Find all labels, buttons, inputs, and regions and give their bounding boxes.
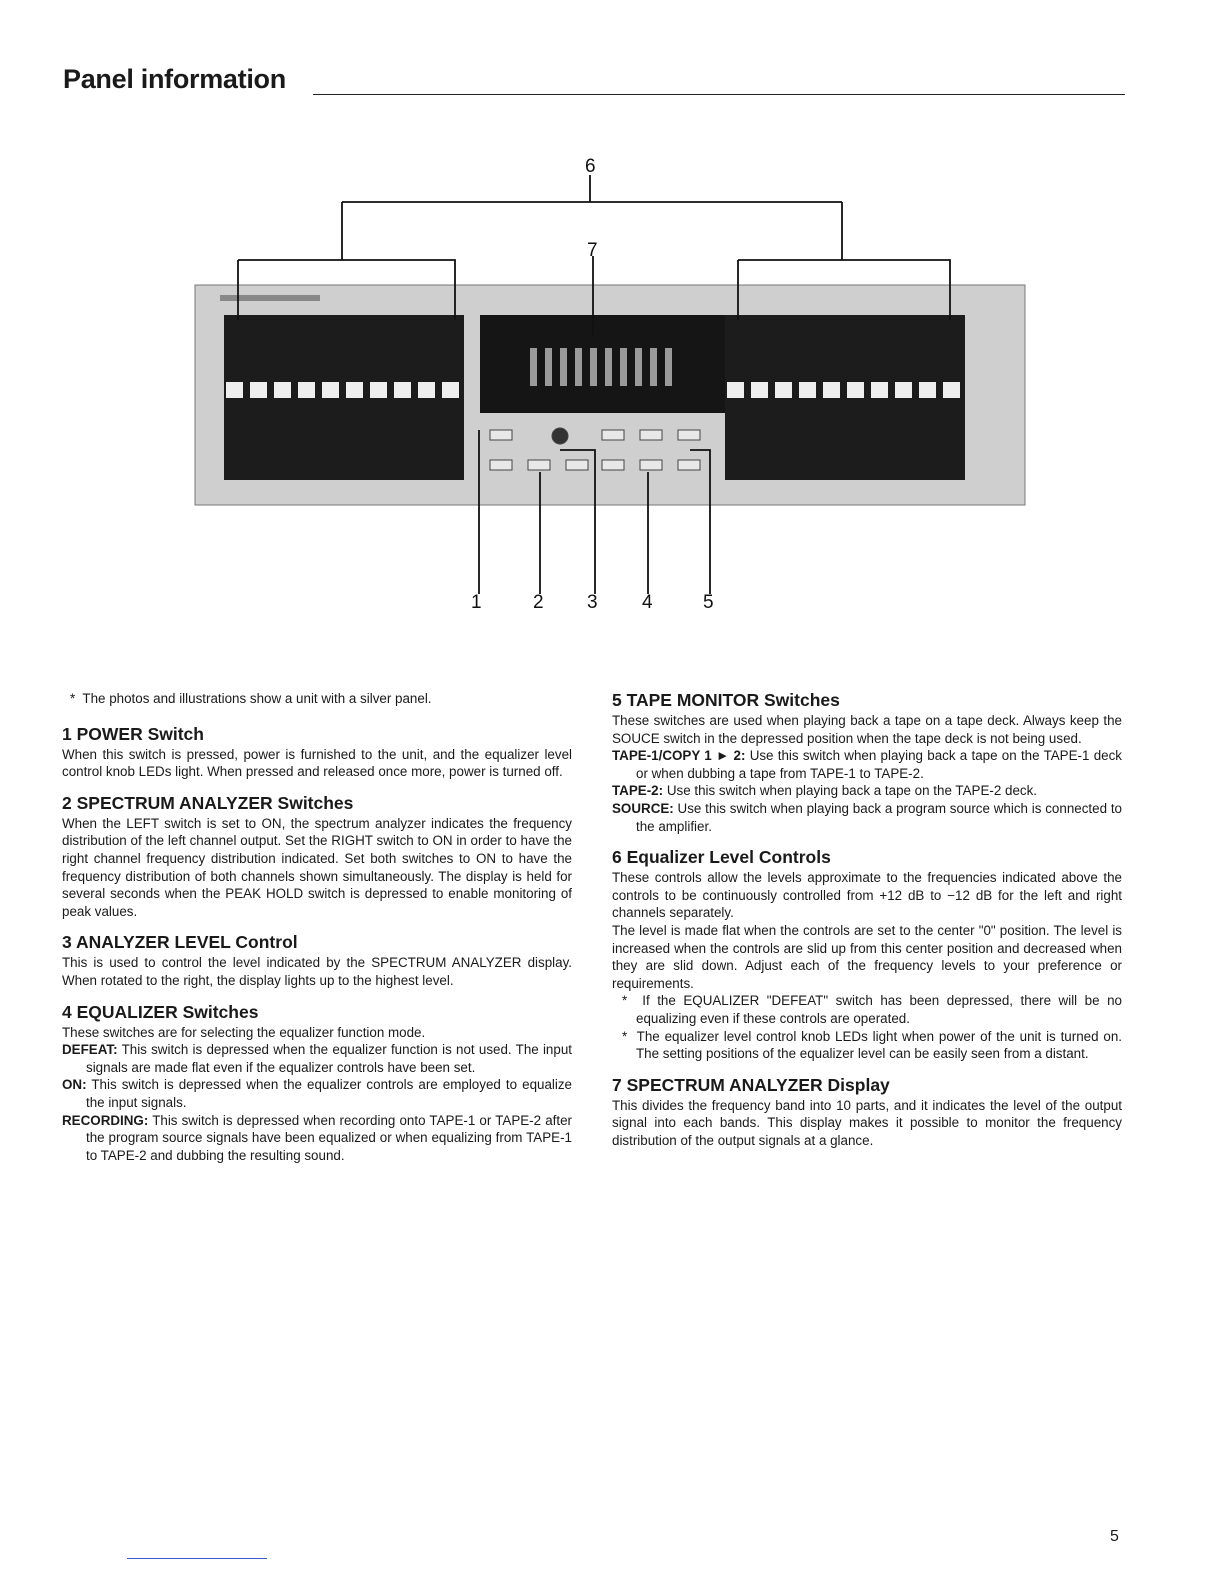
- section-3-body: This is used to control the level indicated by the SPECTRUM ANALYZER display. When rotated to the right, the display lights up to the highest level.: [62, 955, 572, 988]
- section-3-heading: 3 ANALYZER LEVEL Control: [62, 932, 298, 953]
- def-recording-term: RECORDING:: [62, 1112, 149, 1128]
- def-recording-text: This switch is depressed when recording onto TAPE-1 or TAPE-2 after the program source signals have been equalized or when equalizing from TAPE-1 to TAPE-2 and dubbing the resulting sound.: [86, 1112, 573, 1163]
- model-label: [220, 295, 320, 301]
- def-source-text: Use this switch when playing back a program source which is connected to the amplifier.: [636, 800, 1122, 834]
- section-6-bullet-1: * If the EQUALIZER "DEFEAT" switch has been depressed, there will be no equalizing even if these controls are operated.: [622, 993, 1122, 1026]
- callout-4: 4: [642, 592, 653, 613]
- page-title: Panel information: [63, 64, 286, 94]
- section-6-bullet-2: * The equalizer level control knob LEDs light when power of the unit is turned on. The setting positions of the equalizer level can be easily seen from a distant.: [622, 1028, 1122, 1062]
- section-1-body: When this switch is pressed, power is furnished to the unit, and the equalizer level control knob LEDs light. When pressed and released once more, power is turned off.: [62, 746, 572, 780]
- callout-1: 1: [471, 592, 482, 613]
- section-4-body: These switches are for selecting the equalizer function mode.: [62, 1024, 426, 1040]
- def-tape1-text: Use this switch when playing back a tape on the TAPE-1 deck or when dubbing a tape from TAPE-1 to TAPE-2.: [636, 748, 1122, 781]
- section-5-heading: 5 TAPE MONITOR Switches: [612, 690, 840, 710]
- def-defeat-term: DEFEAT:: [62, 1042, 118, 1058]
- section-2-heading: 2 SPECTRUM ANALYZER Switches: [62, 792, 354, 813]
- section-1-heading: 1 POWER Switch: [62, 723, 204, 744]
- note-text: The photos and illustrations show a unit with a silver panel.: [82, 691, 432, 706]
- equalizer-panel-illustration: [190, 150, 1030, 620]
- section-7-heading: 7 SPECTRUM ANALYZER Display: [612, 1074, 890, 1095]
- def-defeat: [62, 1041, 572, 1076]
- def-defeat-text: This switch is depressed when the equalizer function is not used. The input signals are made flat even if the equalizer controls have been set.: [86, 1042, 572, 1075]
- title-rule: [313, 94, 1125, 95]
- def-source-term: SOURCE:: [612, 800, 674, 816]
- section-5-body: These switches are used when playing back a tape on a tape deck. Always keep the SOUCE switch in the depressed position when the tape deck is not being used.: [612, 713, 1122, 746]
- def-tape2: [612, 782, 1122, 800]
- silver-panel-note: * The photos and illustrations show a unit with a silver panel.: [70, 691, 432, 706]
- def-tape2-text: Use this switch when playing back a tape on the TAPE-2 deck.: [666, 783, 1038, 799]
- def-tape2-term: TAPE-2:: [612, 783, 664, 799]
- callout-2: 2: [533, 592, 544, 613]
- right-column: [612, 690, 1122, 1149]
- section-6-body-1: These controls allow the levels approximate to the frequencies indicated above the controls to be continuously controlled from +12 dB to −12 dB for the left and right channels separately.: [612, 870, 1122, 921]
- footer-link-line: [127, 1558, 267, 1559]
- section-7-body: This divides the frequency band into 10 parts, and it indicates the level of the output signal into each bands. This display makes it possible to monitor the frequency distribution of the output signals at a glance.: [612, 1097, 1122, 1148]
- section-6-bullet-1-text: If the EQUALIZER "DEFEAT" switch has been depressed, there will be no equalizing even if these controls are operated.: [636, 993, 1122, 1026]
- section-6-body-2: The level is made flat when the controls are set to the center "0" position. The level is increased when the controls are slid up from this center position and decreased when they are slid down. Adjust each of the frequency levels to your preference or requirements.: [612, 922, 1122, 991]
- section-6-bullet-2-text: The equalizer level control knob LEDs light when power of the unit is turned on. The setting positions of the equalizer level can be easily seen from a distant.: [636, 1028, 1122, 1062]
- def-recording: [62, 1112, 572, 1165]
- page-number: 5: [1110, 1528, 1119, 1545]
- section-6-heading: 6 Equalizer Level Controls: [612, 847, 831, 868]
- def-on: [62, 1076, 572, 1111]
- left-column: [62, 690, 572, 1164]
- callout-6: 6: [585, 156, 596, 177]
- equalizer-panel-figure: [190, 150, 1030, 620]
- def-on-text: This switch is depressed when the equalizer controls are employed to equalize the input signals.: [86, 1077, 573, 1110]
- section-2-body: When the LEFT switch is set to ON, the spectrum analyzer indicates the frequency distribution of the left channel output. Set the RIGHT switch to ON in order to have the right channel frequency distribution indicated. Set both switches to ON to have the frequency distribution of both channels shown simultaneously. The display is held for several seconds when the PEAK HOLD switch is depressed to enable monitoring of peak values.: [62, 815, 572, 919]
- section-4-heading: 4 EQUALIZER Switches: [62, 1001, 259, 1022]
- def-tape1: [612, 747, 1122, 782]
- callout-3: 3: [587, 592, 598, 613]
- def-on-term: ON:: [62, 1077, 87, 1093]
- callout-7: 7: [587, 240, 598, 261]
- left-slider-bank: [224, 315, 464, 480]
- def-tape1-term: TAPE-1/COPY 1 ► 2:: [612, 748, 746, 764]
- page-header: [63, 64, 1125, 98]
- def-source: [612, 800, 1122, 835]
- right-slider-bank: [725, 315, 965, 480]
- callout-5: 5: [703, 592, 714, 613]
